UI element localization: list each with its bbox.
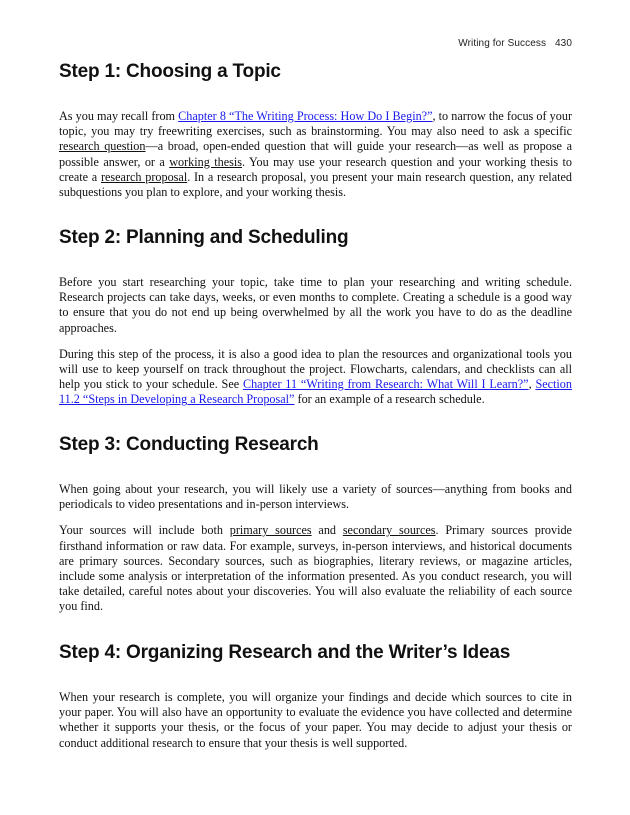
text-run: As you may recall from [59, 109, 179, 123]
glossary-term-secondary-sources[interactable]: secondary sources [342, 523, 436, 538]
paragraph: Before you start researching your topic, take time to plan your researching and writing schedule. Research projects can take days, weeks, or even months to complete. Creating a schedule is a good way to ensure that you do not end up being overwhelmed by all the work you have to do as the deadline approaches. [59, 275, 572, 335]
section-11-2-link[interactable]: Section 11.2 “Steps in Developing a Research Proposal” [59, 377, 572, 407]
section-step-4 [59, 642, 572, 751]
paragraph [59, 523, 572, 614]
glossary-term-research-proposal[interactable]: research proposal [100, 169, 188, 184]
paragraph [59, 109, 572, 200]
paragraph: When going about your research, you will likely use a variety of sources—anything from books and periodicals to video presentations and in-person interviews. [59, 482, 572, 512]
paragraph [59, 347, 572, 408]
glossary-term-working-thesis[interactable]: working thesis [169, 154, 242, 169]
chapter-11-link[interactable]: Chapter 11 “Writing from Research: What Will I Learn?” [242, 377, 529, 392]
text-run: and [311, 523, 343, 538]
section-heading: Step 3: Conducting Research [59, 434, 319, 455]
paragraph: When your research is complete, you will organize your findings and decide which sources to cite in your paper. You will also have an opportunity to evaluate the evidence you have collected and determine whether it supports your thesis, or the focus of your paper. You may decide to adjust your thesis or conduct additional research to ensure that your thesis is well supported. [59, 690, 572, 750]
section-heading: Step 4: Organizing Research and the Writer’s Ideas [59, 642, 511, 663]
book-title: Writing for Success [458, 38, 547, 49]
running-header [458, 38, 572, 49]
text-run: , [528, 377, 536, 392]
glossary-term-research-question[interactable]: research question [59, 139, 146, 154]
text-run: —a broad, open-ended question that will guide your research—as well as propose a possible answer, or a [59, 139, 572, 169]
section-heading: Step 2: Planning and Scheduling [59, 227, 349, 248]
text-run: , to narrow the focus of your topic, you may try freewriting exercises, such as brainstorming. You may also need to ask a specific [59, 109, 573, 139]
text-run: During this step of the process, it is also a good idea to plan the resources and organizational tools you will use to keep yourself on track throughout the project. Flowcharts, calendars, and checklists can all help you stick to your schedule. See [59, 346, 572, 392]
section-step-1 [59, 61, 572, 200]
text-run: for an example of a research schedule. [294, 392, 485, 407]
text-run: . Primary sources provide firsthand information or raw data. For example, surveys, in-person interviews, and historical documents are primary sources. Secondary sources, such as biographies, literary reviews, or magazine articles, include some analysis or interpretation of the information presented. As you conduct research, you will take detailed, careful notes about your discoveries. You will also evaluate the reliability of each source you find. [59, 523, 572, 614]
text-run: . You may use your research question and your working thesis to create a [59, 154, 572, 184]
glossary-term-primary-sources[interactable]: primary sources [229, 523, 312, 538]
text-run: . In a research proposal, you present your main research question, any related subquestions you plan to explore, and your working thesis. [59, 169, 572, 200]
text-run: Your sources will include both [59, 523, 230, 538]
section-heading: Step 1: Choosing a Topic [59, 61, 281, 82]
section-step-2 [59, 227, 572, 408]
section-step-3 [59, 434, 572, 615]
page-number: 430 [555, 38, 572, 49]
chapter-8-link[interactable]: Chapter 8 “The Writing Process: How Do I Begin?” [178, 109, 433, 123]
